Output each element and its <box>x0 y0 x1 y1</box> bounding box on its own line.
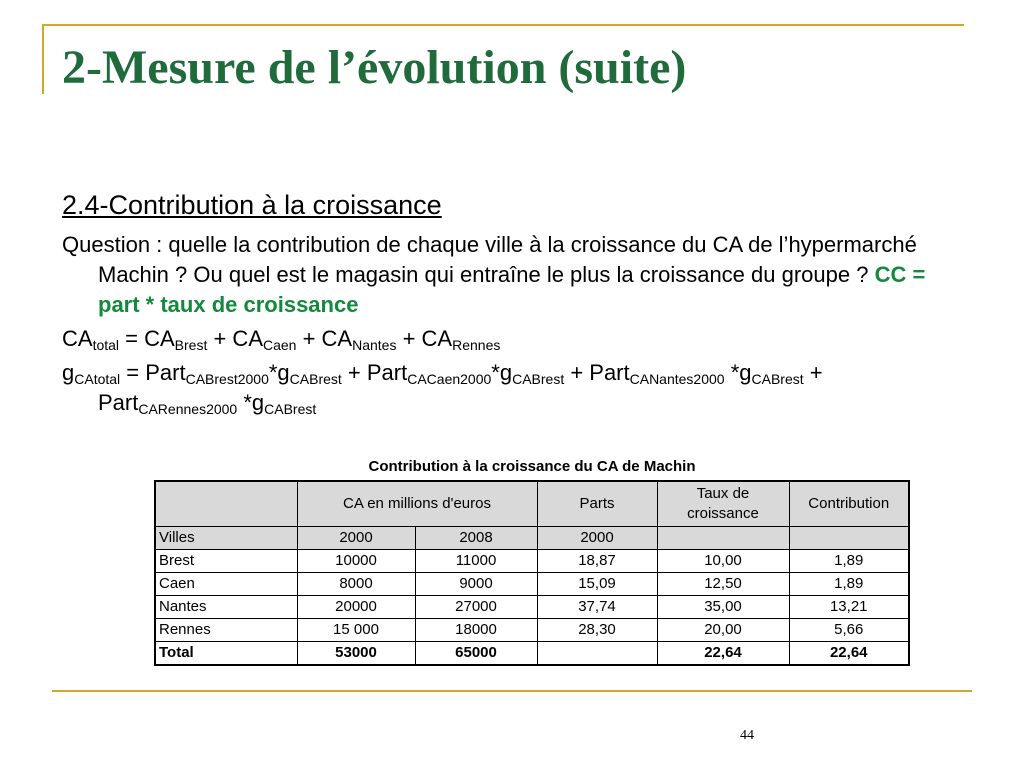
table-cell: 22,64 <box>789 642 909 666</box>
eq-part: + CA <box>296 326 353 351</box>
table-cell: 11000 <box>415 550 537 573</box>
table-cell <box>657 527 789 550</box>
header-parts: Parts <box>537 481 657 527</box>
eq-sub: Caen <box>263 337 297 353</box>
table-cell: 13,21 <box>789 596 909 619</box>
contribution-table <box>154 480 910 666</box>
eq-sub: CABrest <box>264 401 317 417</box>
section-subheading: 2.4-Contribution à la croissance <box>62 190 442 220</box>
table-cell: 20,00 <box>657 619 789 642</box>
question-paragraph <box>62 230 962 320</box>
header-taux: Taux de croissance <box>657 481 789 527</box>
header-contribution: Contribution <box>789 481 909 527</box>
eq-sub: CABrest <box>512 371 565 387</box>
frame-top-line <box>42 24 964 26</box>
eq-part: + CA <box>207 326 263 351</box>
eq-part: g <box>62 360 75 385</box>
table-cell: 2008 <box>415 527 537 550</box>
table-cell: 18,87 <box>537 550 657 573</box>
header-ca: CA en millions d'euros <box>297 481 537 527</box>
eq-sub: Rennes <box>452 337 501 353</box>
table-cell <box>537 642 657 666</box>
table-cell: 8000 <box>297 573 415 596</box>
table-cell: 18000 <box>415 619 537 642</box>
eq-sub: CABrest <box>751 371 804 387</box>
table-cell: 10000 <box>297 550 415 573</box>
table-cell: 12,50 <box>657 573 789 596</box>
table-cell: 15,09 <box>537 573 657 596</box>
table-cell: 5,66 <box>789 619 909 642</box>
table-cell: 9000 <box>415 573 537 596</box>
eq-part: = Part <box>120 360 186 385</box>
eq-sub: total <box>92 337 120 353</box>
eq-sub: CAtotal <box>74 371 121 387</box>
table-cell: 35,00 <box>657 596 789 619</box>
eq-part: + Part <box>98 360 823 415</box>
table-cell: 65000 <box>415 642 537 666</box>
table-cell: Total <box>155 642 297 666</box>
table-total-row <box>155 642 909 666</box>
table-row <box>155 573 909 596</box>
table-cell: 10,00 <box>657 550 789 573</box>
table-cell: 1,89 <box>789 550 909 573</box>
table-cell <box>789 527 909 550</box>
eq-part: + CA <box>396 326 453 351</box>
eq-part: + Part <box>341 360 408 385</box>
table-cell: 28,30 <box>537 619 657 642</box>
table-cell: Rennes <box>155 619 297 642</box>
table-cell: Villes <box>155 527 297 550</box>
eq-part: + Part <box>564 360 630 385</box>
table-cell: 2000 <box>297 527 415 550</box>
eq-sub: CABrest <box>289 371 342 387</box>
eq-sub: Nantes <box>352 337 397 353</box>
table-cell: 22,64 <box>657 642 789 666</box>
table-cell: 37,74 <box>537 596 657 619</box>
eq-sub: CABrest2000 <box>185 371 269 387</box>
frame-left-line <box>42 24 44 94</box>
eq-part: *g <box>237 390 265 415</box>
table-cell: Brest <box>155 550 297 573</box>
eq-sub: CACaen2000 <box>407 371 492 387</box>
table-row <box>155 596 909 619</box>
table-cell: 2000 <box>537 527 657 550</box>
eq-part: *g <box>724 360 752 385</box>
eq-part: CA <box>62 326 93 351</box>
eq-sub: Brest <box>174 337 208 353</box>
slide-content <box>62 188 962 418</box>
page-number: 44 <box>740 728 754 743</box>
eq-part: *g <box>491 360 513 385</box>
frame-bottom-line <box>52 690 972 692</box>
table-cell: 27000 <box>415 596 537 619</box>
equation-ca-total <box>62 324 962 354</box>
table-cell: Nantes <box>155 596 297 619</box>
table-row <box>155 550 909 573</box>
eq-part: = CA <box>119 326 175 351</box>
question-text: Question : quelle la contribution de chaque ville à la croissance du CA de l’hypermarché Machin ? Ou quel est le magasin qui entraîne le plus la croissance du groupe ? <box>62 232 917 287</box>
table-cell: Caen <box>155 573 297 596</box>
equation-growth <box>62 358 962 418</box>
formula-highlight: CC = part * taux de croissance <box>98 262 926 317</box>
table-cell: 20000 <box>297 596 415 619</box>
table-cell: 15 000 <box>297 619 415 642</box>
eq-part: *g <box>268 360 290 385</box>
header-empty-cell <box>155 481 297 527</box>
table-year-row <box>155 527 909 550</box>
table-caption: Contribution à la croissance du CA de Machin <box>368 458 696 475</box>
eq-sub: CARennes2000 <box>138 401 238 417</box>
table-header-row <box>155 481 909 527</box>
table-row <box>155 619 909 642</box>
table-cell: 53000 <box>297 642 415 666</box>
slide-title: 2-Mesure de l’évolution (suite) <box>62 41 687 94</box>
eq-sub: CANantes2000 <box>629 371 725 387</box>
table-cell: 1,89 <box>789 573 909 596</box>
